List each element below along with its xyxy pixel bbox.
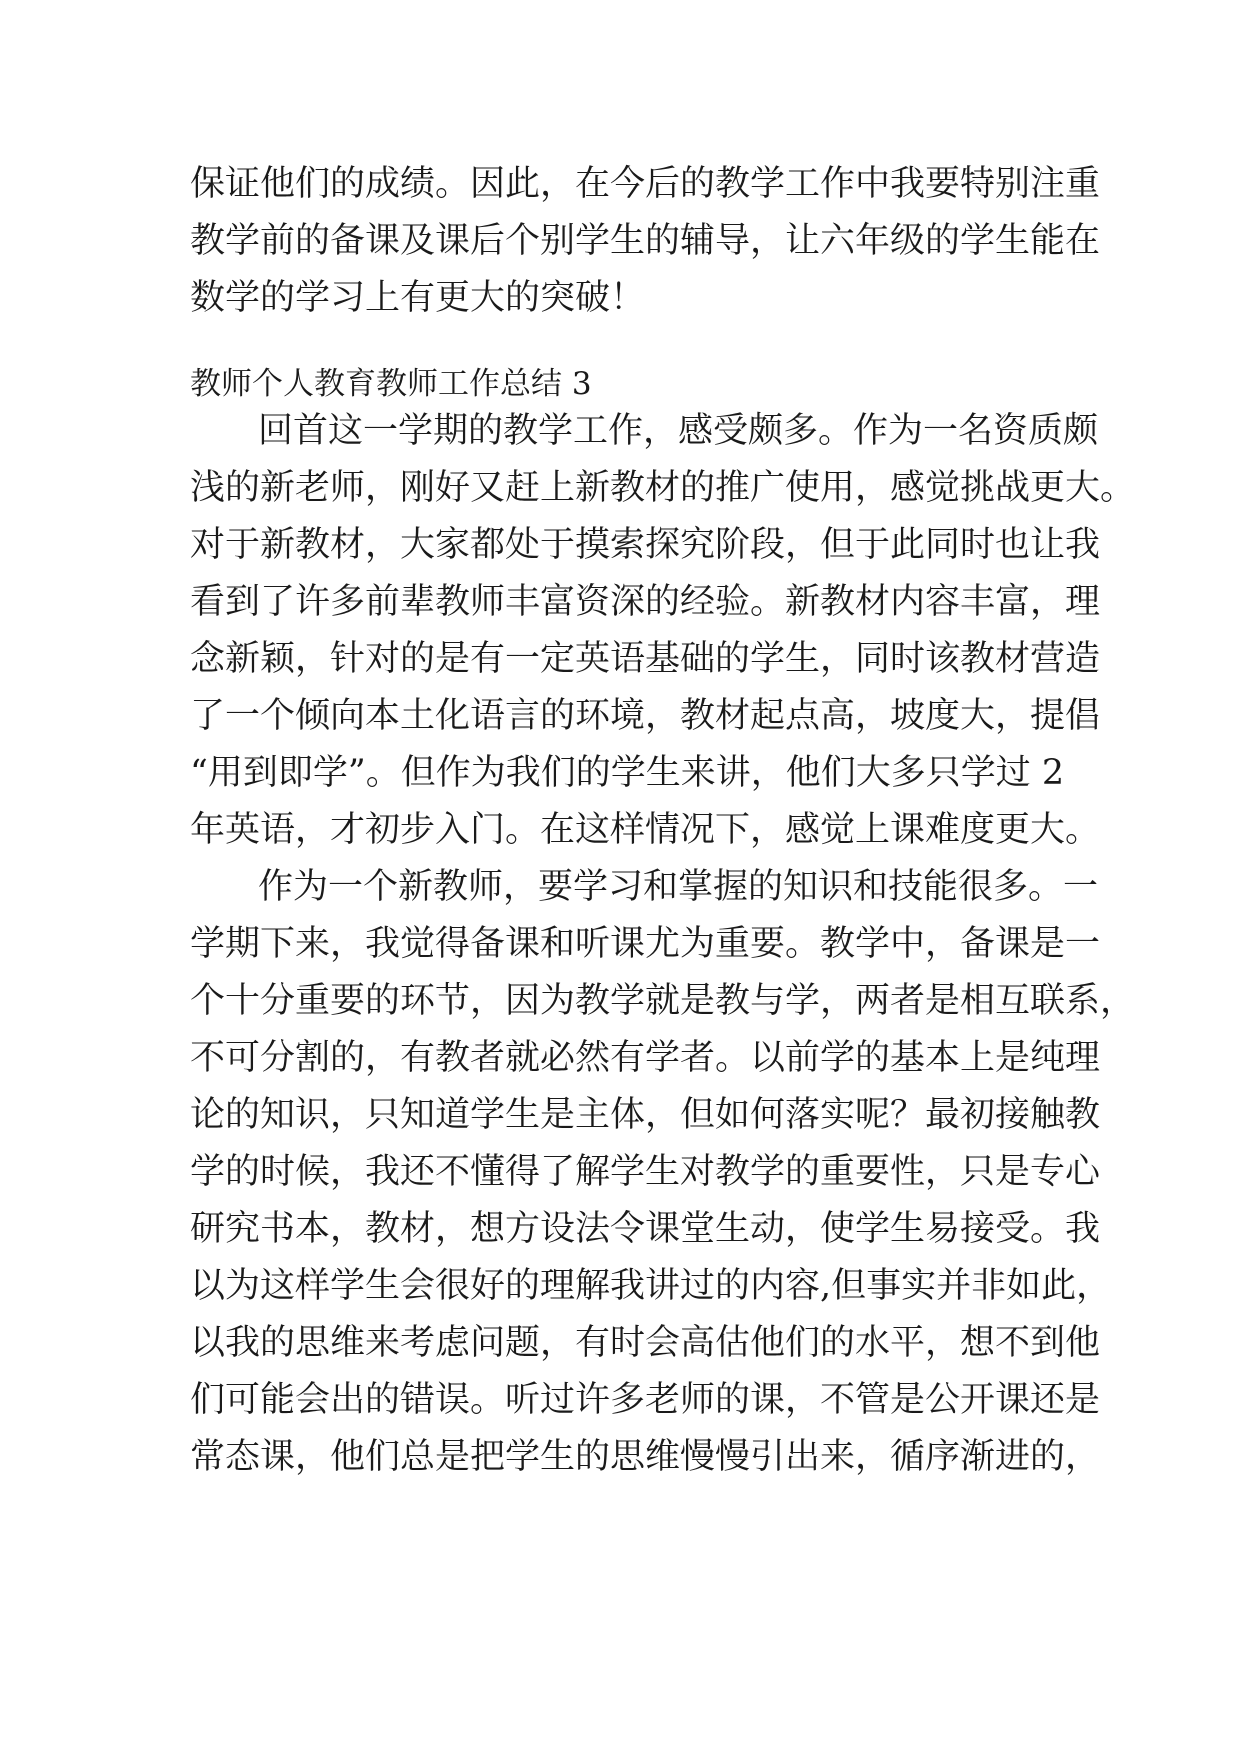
paragraph-line: 看到了许多前辈教师丰富资深的经验。新教材内容丰富，理	[190, 582, 1101, 622]
paragraph-line: 念新颖，针对的是有一定英语基础的学生，同时该教材营造	[190, 639, 1101, 679]
paragraph-line: 了一个倾向本土化语言的环境，教材起点高，坡度大，提倡	[190, 696, 1101, 736]
paragraph-line: 浅的新老师，刚好又赶上新教材的推广使用，感觉挑战更大。	[190, 468, 1136, 508]
paragraph-line: 常态课，他们总是把学生的思维慢慢引出来，循序渐进的，	[190, 1437, 1101, 1477]
paragraph-line: 作为一个新教师，要学习和掌握的知识和技能很多。一	[258, 867, 1099, 907]
paragraph-line: 以为这样学生会很好的理解我讲过的内容,但事实并非如此，	[190, 1266, 1112, 1306]
intro-line: 保证他们的成绩。因此，在今后的教学工作中我要特别注重	[190, 164, 1101, 204]
intro-line: 教学前的备课及课后个别学生的辅导，让六年级的学生能在	[190, 221, 1101, 261]
paragraph-line: 对于新教材，大家都处于摸索探究阶段，但于此同时也让我	[190, 525, 1101, 565]
paragraph-line: 年英语，才初步入门。在这样情况下，感觉上课难度更大。	[190, 810, 1101, 850]
paragraph-line: 个十分重要的环节，因为教学就是教与学，两者是相互联系，	[190, 981, 1136, 1021]
paragraph-line: 以我的思维来考虑问题，有时会高估他们的水平，想不到他	[190, 1323, 1101, 1363]
paragraph-line: 回首这一学期的教学工作，感受颇多。作为一名资质颇	[258, 411, 1099, 451]
paragraph-line: 们可能会出的错误。听过许多老师的课，不管是公开课还是	[190, 1380, 1101, 1420]
paragraph-line: 学的时候，我还不懂得了解学生对教学的重要性，只是专心	[190, 1152, 1101, 1192]
paragraph-line: 研究书本，教材，想方设法令课堂生动，使学生易接受。我	[190, 1209, 1101, 1249]
paragraph-line: 论的知识，只知道学生是主体，但如何落实呢？最初接触教	[190, 1095, 1101, 1135]
paragraph-line: 不可分割的，有教者就必然有学者。以前学的基本上是纯理	[190, 1038, 1101, 1078]
section-title: 教师个人教育教师工作总结 3	[190, 366, 592, 402]
paragraph-line: 学期下来，我觉得备课和听课尤为重要。教学中，备课是一	[190, 924, 1101, 964]
intro-line: 数学的学习上有更大的突破！	[190, 278, 646, 318]
paragraph-line: “用到即学”。但作为我们的学生来讲，他们大多只学过 2	[190, 753, 1065, 793]
